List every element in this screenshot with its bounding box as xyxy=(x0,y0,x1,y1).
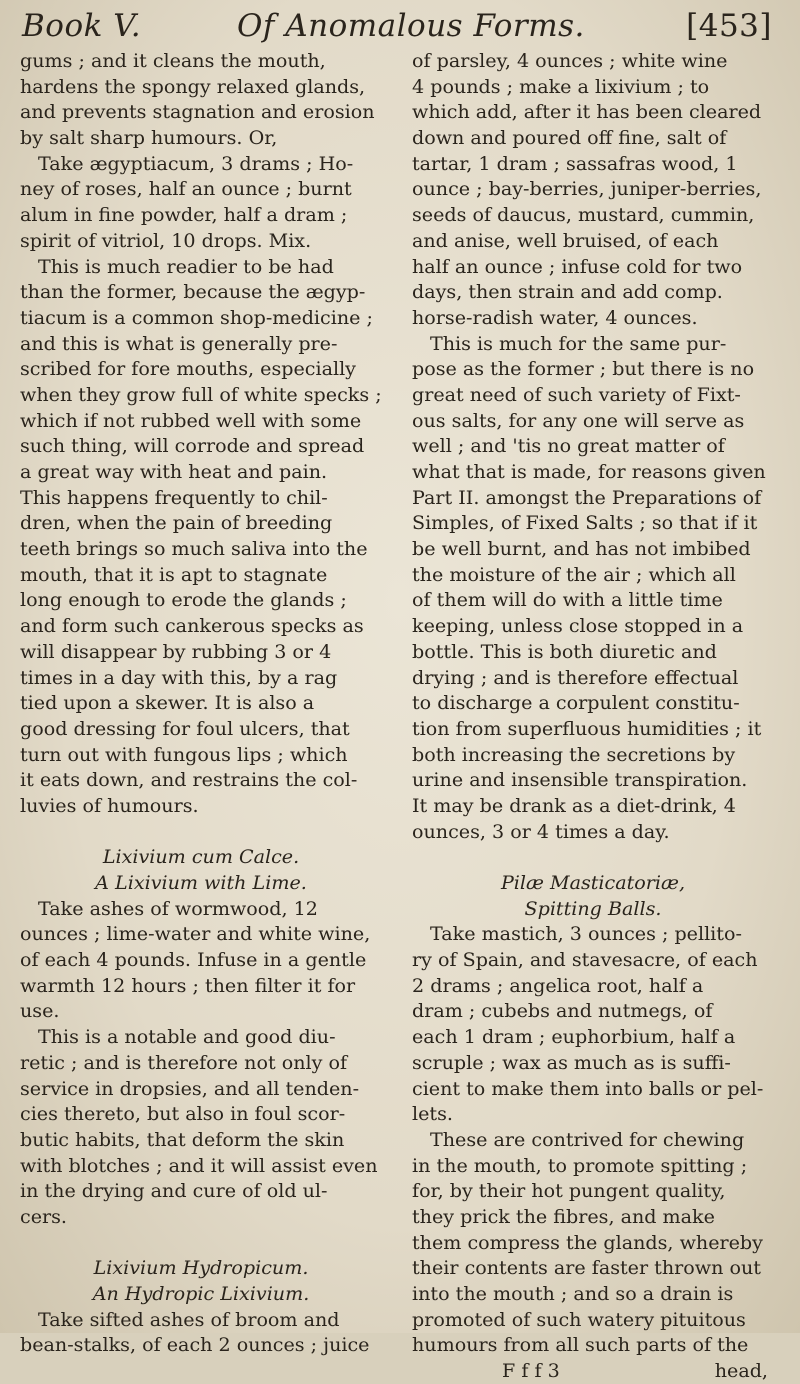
section-heading: Lixivium Hydropicum. xyxy=(93,1256,309,1280)
text-line: mouth, that it is apt to stagnate xyxy=(20,562,328,586)
section-heading: Lixivium cum Calce. xyxy=(102,845,300,869)
text-line: drying ; and is therefore effectual xyxy=(412,665,739,689)
running-header xyxy=(22,8,772,44)
text-line: scribed for fore mouths, especially xyxy=(20,357,356,381)
text-line: of parsley, 4 ounces ; white wine xyxy=(412,49,728,72)
text-line: Take ashes of wormwood, 12 xyxy=(38,896,318,920)
text-line: times in a day with this, by a rag xyxy=(20,665,338,689)
text-line: with blotches ; and it will assist even xyxy=(20,1153,378,1177)
text-line: teeth brings so much saliva into the xyxy=(20,537,368,561)
section-heading: A Lixivium with Lime. xyxy=(95,871,307,894)
text-line: use. xyxy=(20,999,60,1023)
text-line: Simples, of Fixed Salts ; so that if it xyxy=(412,511,758,535)
text-line: and prevents stagnation and erosion xyxy=(20,100,375,124)
book-number: Book V. xyxy=(22,8,142,44)
text-line: they prick the fibres, and make xyxy=(412,1204,715,1228)
text-line xyxy=(20,819,382,845)
text-line: 2 drams ; angelica root, half a xyxy=(412,973,704,997)
text-line: humours from all such parts of the xyxy=(412,1333,749,1357)
catchword: head, xyxy=(714,1359,768,1383)
text-line: bean-stalks, of each 2 ounces ; juice xyxy=(20,1333,370,1357)
section-heading: Spitting Balls. xyxy=(524,896,662,920)
text-line: dram ; cubebs and nutmegs, of xyxy=(412,999,713,1023)
text-line: great need of such variety of Fixt- xyxy=(412,382,741,406)
text-line: turn out with fungous lips ; which xyxy=(20,742,348,766)
text-line: dren, when the pain of breeding xyxy=(20,511,333,535)
text-line: down and poured off fine, salt of xyxy=(412,126,727,150)
text-line: their contents are faster thrown out xyxy=(412,1256,761,1280)
text-line: pose as the former ; but there is no xyxy=(412,357,755,381)
text-line: the moisture of the air ; which all xyxy=(412,562,736,586)
text-line: ounces, 3 or 4 times a day. xyxy=(412,819,670,843)
text-line: gums ; and it cleans the mouth, xyxy=(20,49,326,72)
text-line: lets. xyxy=(412,1102,453,1126)
right-column xyxy=(412,48,774,1384)
text-line: ous salts, for any one will serve as xyxy=(412,408,745,432)
text-line: luvies of humours. xyxy=(20,793,199,817)
text-line: scruple ; wax as much as is suffi- xyxy=(412,1050,731,1074)
text-line: ounce ; bay-berries, juniper-berries, xyxy=(412,177,762,201)
text-line: of them will do with a little time xyxy=(412,588,723,612)
text-line: in the mouth, to promote spitting ; xyxy=(412,1153,748,1177)
text-line: each 1 dram ; euphorbium, half a xyxy=(412,1025,736,1049)
text-line: ney of roses, half an ounce ; burnt xyxy=(20,177,352,201)
text-line: into the mouth ; and so a drain is xyxy=(412,1282,734,1305)
text-line: tiacum is a common shop-medicine ; xyxy=(20,305,373,329)
text-line: seeds of daucus, mustard, cummin, xyxy=(412,203,755,227)
text-line: tied upon a skewer. It is also a xyxy=(20,691,315,715)
text-line: This happens frequently to chil- xyxy=(20,485,328,509)
text-line: them compress the glands, whereby xyxy=(412,1230,763,1254)
text-line: than the former, because the ægyp- xyxy=(20,280,366,304)
footer-line xyxy=(412,1358,774,1384)
text-line: what that is made, for reasons given xyxy=(412,460,766,483)
text-line: in the drying and cure of old ul- xyxy=(20,1179,328,1203)
text-line: promoted of such watery pituitous xyxy=(412,1307,746,1331)
text-line: be well burnt, and has not imbibed xyxy=(412,537,751,561)
text-line: well ; and 'tis no great matter of xyxy=(412,434,725,458)
text-line: It may be drank as a diet-drink, 4 xyxy=(412,793,736,817)
text-line: it eats down, and restrains the col- xyxy=(20,768,358,792)
signature-mark: F f f 3 xyxy=(502,1359,560,1383)
text-line: cers. xyxy=(20,1204,67,1228)
text-line: service in dropsies, and all tenden- xyxy=(20,1076,360,1100)
text-line: will disappear by rubbing 3 or 4 xyxy=(20,639,332,663)
text-line: both increasing the secretions by xyxy=(412,742,736,766)
text-line: by salt sharp humours. Or, xyxy=(20,126,278,150)
text-line: alum in fine powder, half a dram ; xyxy=(20,203,348,227)
text-line: days, then strain and add comp. xyxy=(412,280,723,304)
text-line: ounces ; lime-water and white wine, xyxy=(20,922,371,946)
text-line xyxy=(412,844,774,870)
left-column xyxy=(20,48,382,1358)
text-line: and form such cankerous specks as xyxy=(20,614,364,638)
text-line: urine and insensible transpiration. xyxy=(412,768,748,792)
text-line: This is a notable and good diu- xyxy=(38,1025,336,1049)
text-line: good dressing for foul ulcers, that xyxy=(20,716,350,740)
text-line: cies thereto, but also in foul scor- xyxy=(20,1102,346,1126)
text-line: which if not rubbed well with some xyxy=(20,408,362,432)
chapter-title: Of Anomalous Forms. xyxy=(237,8,585,44)
text-line: bottle. This is both diuretic and xyxy=(412,639,717,663)
section-heading: An Hydropic Lixivium. xyxy=(92,1282,310,1305)
text-line: horse-radish water, 4 ounces. xyxy=(412,305,698,329)
text-line: and this is what is generally pre- xyxy=(20,331,338,355)
text-line: tion from superfluous humidities ; it xyxy=(412,716,762,740)
text-line: This is much for the same pur- xyxy=(430,331,727,355)
text-line: hardens the spongy relaxed glands, xyxy=(20,74,366,98)
text-line: of each 4 pounds. Infuse in a gentle xyxy=(20,948,367,972)
text-line: Part II. amongst the Preparations of xyxy=(412,485,762,509)
text-line: a great way with heat and pain. xyxy=(20,460,328,483)
text-line xyxy=(20,1230,382,1256)
section-heading: Pilæ Masticatoriæ, xyxy=(500,871,686,894)
text-line: Take mastich, 3 ounces ; pellito- xyxy=(430,922,742,946)
text-line: half an ounce ; infuse cold for two xyxy=(412,254,743,278)
text-line: when they grow full of white specks ; xyxy=(20,382,382,406)
text-line: keeping, unless close stopped in a xyxy=(412,614,744,638)
text-line: long enough to erode the glands ; xyxy=(20,588,347,612)
text-line: for, by their hot pungent quality, xyxy=(412,1179,726,1203)
text-line: Take ægyptiacum, 3 drams ; Ho- xyxy=(38,151,354,175)
text-line: to discharge a corpulent constitu- xyxy=(412,691,740,715)
text-line: cient to make them into balls or pel- xyxy=(412,1076,764,1100)
page-number: [453] xyxy=(686,8,772,44)
text-line: such thing, will corrode and spread xyxy=(20,434,365,458)
text-line: and anise, well bruised, of each xyxy=(412,228,719,252)
text-line: Take sifted ashes of broom and xyxy=(38,1307,340,1331)
text-line: butic habits, that deform the skin xyxy=(20,1127,345,1151)
text-line: spirit of vitriol, 10 drops. Mix. xyxy=(20,228,312,252)
text-line: This is much readier to be had xyxy=(38,254,334,278)
text-line: ry of Spain, and stavesacre, of each xyxy=(412,948,758,972)
text-line: These are contrived for chewing xyxy=(430,1127,745,1151)
text-line: warmth 12 hours ; then filter it for xyxy=(20,973,356,997)
text-line: 4 pounds ; make a lixivium ; to xyxy=(412,74,710,98)
text-line: retic ; and is therefore not only of xyxy=(20,1050,348,1074)
text-line: tartar, 1 dram ; sassafras wood, 1 xyxy=(412,151,738,175)
text-line: which add, after it has been cleared xyxy=(412,100,762,124)
